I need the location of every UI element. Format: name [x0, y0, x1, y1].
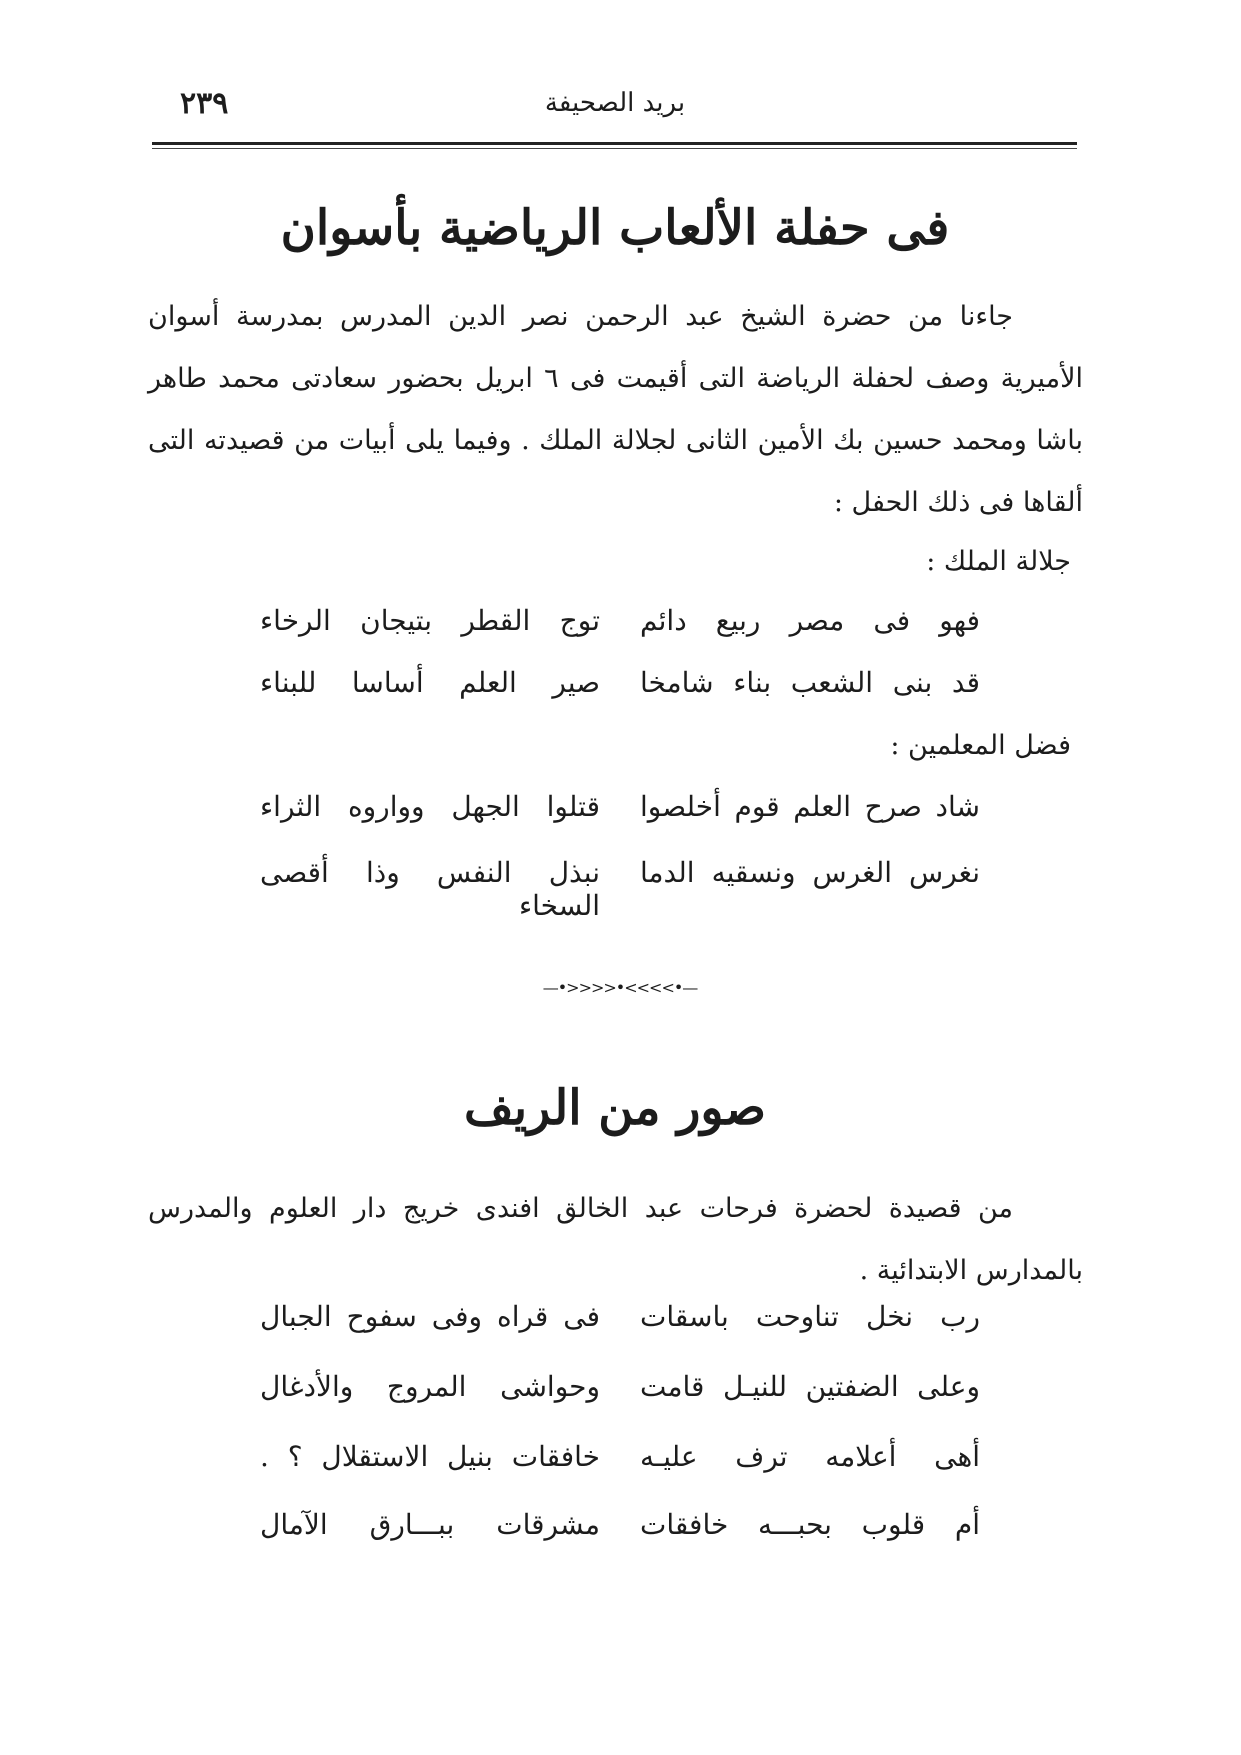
- verse-line: [240, 1370, 1000, 1428]
- verse-second-hemistich: توج القطر بتيجان الرخاء: [260, 604, 600, 637]
- article-2-title: صور من الريف: [464, 1080, 766, 1136]
- verse-first-hemistich: رب نخل تناوحت باسقات: [640, 1300, 980, 1333]
- verse-line: [240, 1508, 1000, 1566]
- verse-second-hemistich: قتلوا الجهل وواروه الثراء: [260, 790, 600, 823]
- header-rule-thin: [152, 148, 1077, 149]
- section-2-label: فضل المعلمين :: [890, 730, 1071, 761]
- verse-second-hemistich: نبذل النفس وذا أقصى السخاء: [260, 856, 600, 922]
- verse-line: [240, 790, 1000, 848]
- verse-first-hemistich: فهو فى مصر ربيع دائم: [640, 604, 980, 637]
- header-rule: [152, 142, 1077, 145]
- verse-first-hemistich: نغرس الغرس ونسقيه الدما: [640, 856, 980, 889]
- verse-first-hemistich: وعلى الضفتين للنيـل قامت: [640, 1370, 980, 1403]
- verse-line: [240, 1440, 1000, 1498]
- verse-line: [240, 1300, 1000, 1358]
- article-1-title: فى حفلة الألعاب الرياضية بأسوان: [280, 200, 950, 256]
- verse-first-hemistich: أهى أعلامه ترف عليـه: [640, 1440, 980, 1473]
- article-1-intro: جاءنا من حضرة الشيخ عبد الرحمن نصر الدين المدرس بمدرسة أسوان الأميرية وصف لحفلة الرياضة التى أقيمت فى ٦ ابريل بحضور سعادتى محمد طاهر باشا ومحمد حسين بك الأمين الثانى لجلالة الملك . وفيما يلى أبيات من قصيدته التى ألقاها فى ذلك الحفل :: [148, 301, 1083, 518]
- verse-second-hemistich: مشرقات ببـــارق الآمال: [260, 1508, 600, 1541]
- section-1-label: جلالة الملك :: [926, 546, 1071, 577]
- verse-first-hemistich: قد بنى الشعب بناء شامخا: [640, 666, 980, 699]
- verse-first-hemistich: شاد صرح العلم قوم أخلصوا: [640, 790, 980, 823]
- verse-line: [240, 856, 1000, 922]
- article-2-intro: من قصيدة لحضرة فرحات عبد الخالق افندى خريج دار العلوم والمدرس بالمدارس الابتدائية .: [148, 1193, 1083, 1286]
- verse-second-hemistich: وحواشى المروج والأدغال: [260, 1370, 600, 1403]
- verse-line: [240, 666, 1000, 724]
- journal-name: بريد الصحيفة: [544, 88, 686, 118]
- verse-second-hemistich: خافقات بنيل الاستقلال ؟ .: [260, 1440, 600, 1473]
- verse-second-hemistich: صير العلم أساسا للبناء: [260, 666, 600, 699]
- verse-first-hemistich: أم قلوب بحبـــه خافقات: [640, 1508, 980, 1541]
- page-number: ٢٣٩: [180, 86, 229, 121]
- verse-second-hemistich: فى قراه وفى سفوح الجبال: [260, 1300, 600, 1333]
- running-head: [150, 86, 1080, 136]
- ornament-divider: —•>>>>•<<<<•—: [542, 978, 698, 997]
- verse-line: [240, 604, 1000, 662]
